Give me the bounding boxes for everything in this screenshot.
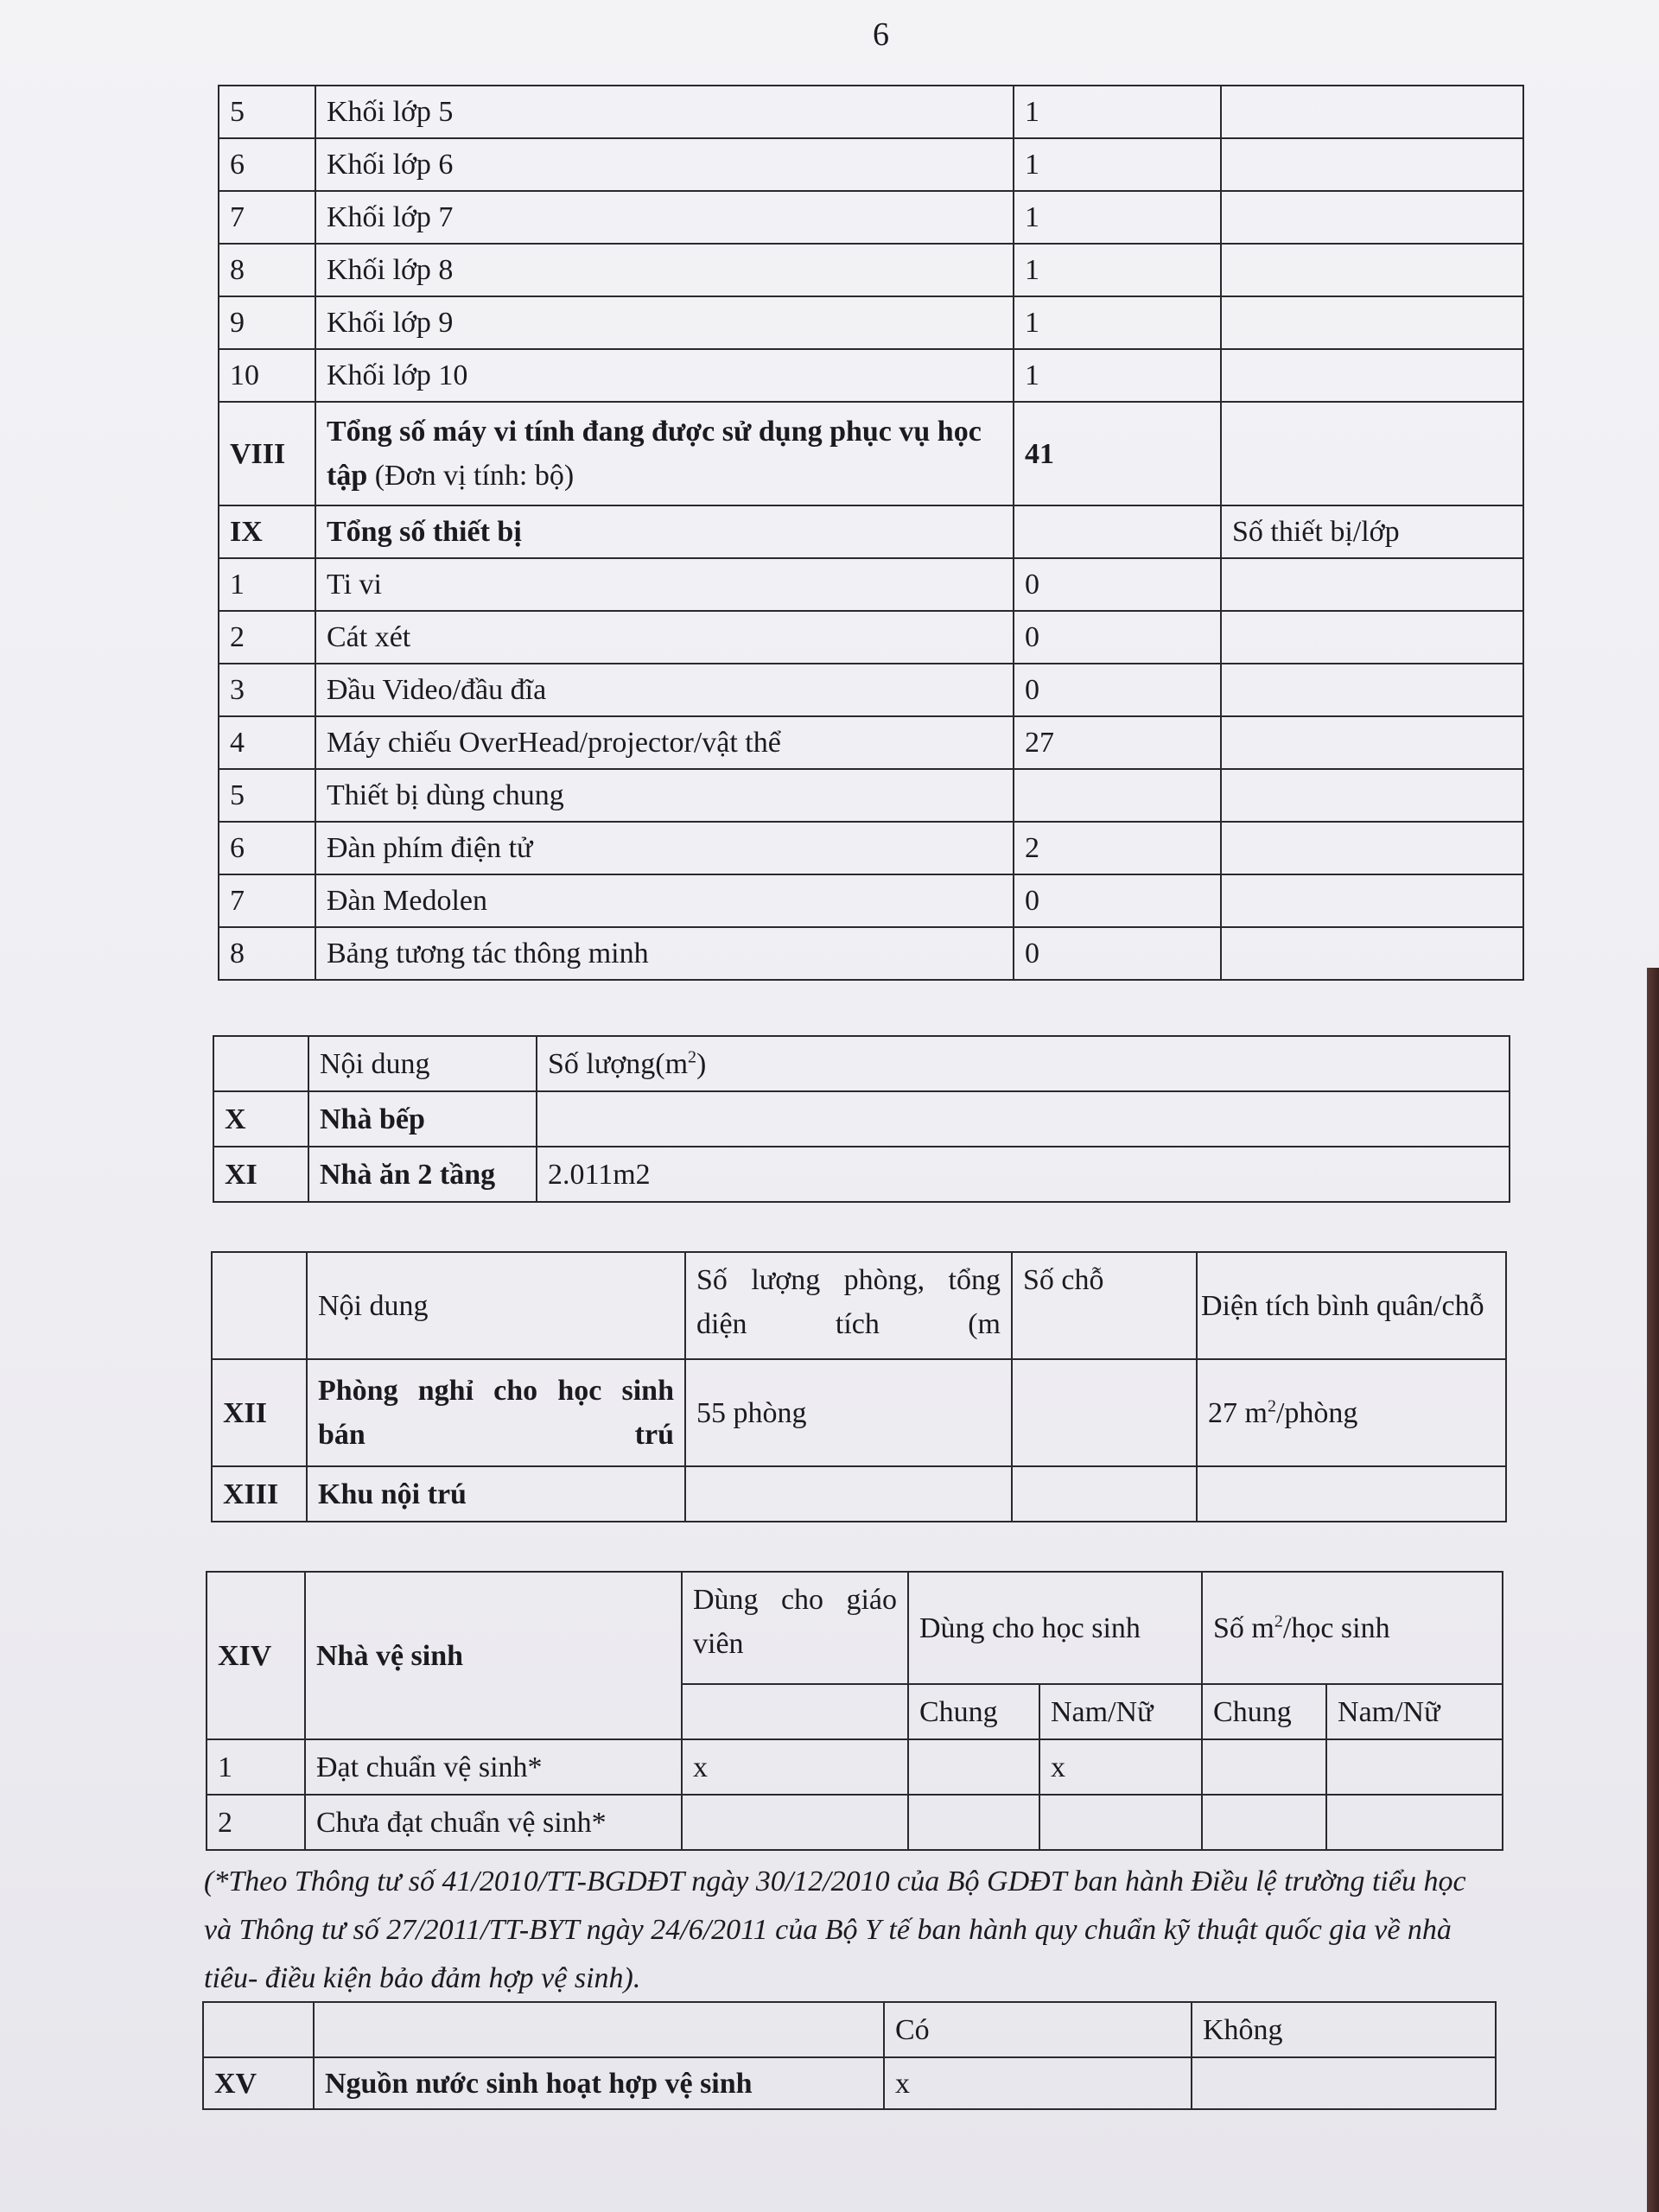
- row-teacher: [682, 1795, 908, 1850]
- table-row: [219, 769, 1523, 822]
- row-name: Khối lớp 8: [315, 244, 1014, 296]
- row-seats: [1012, 1359, 1197, 1466]
- row-quantity: 2: [1014, 822, 1221, 874]
- row-name: Nguồn nước sinh hoạt hợp vệ sinh: [314, 2057, 884, 2109]
- row-name: Khu nội trú: [307, 1466, 685, 1522]
- row-per-class: [1221, 558, 1523, 611]
- row-number: 6: [219, 822, 315, 874]
- row-value: 2.011m2: [537, 1147, 1510, 1202]
- row-rooms: 55 phòng: [685, 1359, 1012, 1466]
- row-number: 7: [219, 874, 315, 927]
- header-student: Dùng cho học sinh: [908, 1572, 1202, 1684]
- row-quantity: 1: [1014, 296, 1221, 349]
- table-row: [219, 349, 1523, 402]
- row-quantity: [1014, 769, 1221, 822]
- row-no: [1192, 2057, 1496, 2109]
- toilet-table: [206, 1571, 1503, 1851]
- row-per-class: Số thiết bị/lớp: [1221, 505, 1523, 558]
- row-per-class: [1221, 927, 1523, 980]
- header-per-student: Số $m^2$/học sinh: [1202, 1572, 1503, 1684]
- row-yes: x: [884, 2057, 1192, 2109]
- row-name: Thiết bị dùng chung: [315, 769, 1014, 822]
- row-student-gender: x: [1039, 1739, 1202, 1795]
- row-name: Tổng số thiết bị: [315, 505, 1014, 558]
- row-number: VIII: [219, 402, 315, 505]
- header-rooms: Số lượng phòng, tổng diện tích (m: [685, 1252, 1012, 1359]
- header-no: Không: [1192, 2002, 1496, 2057]
- table-row: [219, 191, 1523, 244]
- table-row: [219, 296, 1523, 349]
- row-value: [537, 1091, 1510, 1147]
- row-quantity: 0: [1014, 664, 1221, 716]
- row-name: Nhà ăn 2 tầng: [308, 1147, 537, 1202]
- header-common: Chung: [908, 1684, 1039, 1739]
- header-avg: Diện tích bình quân/chỗ: [1197, 1252, 1506, 1359]
- row-m2-gender: [1326, 1795, 1503, 1850]
- row-number: 10: [219, 349, 315, 402]
- table-row: [219, 402, 1523, 505]
- row-number: 8: [219, 927, 315, 980]
- row-name: Đầu Video/đầu đĩa: [315, 664, 1014, 716]
- table-row: [219, 86, 1523, 138]
- row-number: 1: [219, 558, 315, 611]
- row-number: 8: [219, 244, 315, 296]
- row-name: Khối lớp 5: [315, 86, 1014, 138]
- row-name: Khối lớp 7: [315, 191, 1014, 244]
- header-number: XIV: [207, 1572, 305, 1739]
- row-number: 5: [219, 86, 315, 138]
- row-number: 6: [219, 138, 315, 191]
- row-number: XIII: [212, 1466, 307, 1522]
- table-row: [212, 1252, 1506, 1359]
- row-quantity: 1: [1014, 138, 1221, 191]
- row-quantity: 0: [1014, 927, 1221, 980]
- table-row: [203, 2057, 1496, 2109]
- water-table: [202, 2001, 1497, 2110]
- row-number: XI: [213, 1147, 308, 1202]
- header-teacher-sub: [682, 1684, 908, 1739]
- kitchen-table: [213, 1035, 1510, 1203]
- row-number: 7: [219, 191, 315, 244]
- desk-edge: [1647, 968, 1659, 2212]
- row-per-class: [1221, 402, 1523, 505]
- row-name: Ti vi: [315, 558, 1014, 611]
- table-row: [219, 611, 1523, 664]
- header-teacher: Dùng cho giáo viên: [682, 1572, 908, 1684]
- row-per-class: [1221, 244, 1523, 296]
- table-row: [212, 1359, 1506, 1466]
- row-m2-common: [1202, 1795, 1326, 1850]
- row-student-common: [908, 1739, 1039, 1795]
- row-name: Đàn phím điện tử: [315, 822, 1014, 874]
- header-gender: Nam/Nữ: [1326, 1684, 1503, 1739]
- row-number: XII: [212, 1359, 307, 1466]
- row-m2-gender: [1326, 1739, 1503, 1795]
- row-name: Chưa đạt chuẩn vệ sinh*: [305, 1795, 682, 1850]
- row-number: 2: [207, 1795, 305, 1850]
- table-row: [212, 1466, 1506, 1522]
- row-number: IX: [219, 505, 315, 558]
- row-quantity: 1: [1014, 349, 1221, 402]
- header-content: Nội dung: [307, 1252, 685, 1359]
- row-number: 2: [219, 611, 315, 664]
- row-quantity: 1: [1014, 86, 1221, 138]
- row-name: Nhà bếp: [308, 1091, 537, 1147]
- row-seats: [1012, 1466, 1197, 1522]
- table-row: [213, 1091, 1510, 1147]
- row-quantity: 0: [1014, 558, 1221, 611]
- row-per-class: [1221, 349, 1523, 402]
- table-row: [213, 1036, 1510, 1091]
- row-name: Khối lớp 6: [315, 138, 1014, 191]
- table-row: [207, 1795, 1503, 1850]
- row-name: Cát xét: [315, 611, 1014, 664]
- row-name: Đàn Medolen: [315, 874, 1014, 927]
- row-student-gender: [1039, 1795, 1202, 1850]
- header-name: Nhà vệ sinh: [305, 1572, 682, 1739]
- row-quantity: 0: [1014, 874, 1221, 927]
- row-quantity: 0: [1014, 611, 1221, 664]
- header-cell: [213, 1036, 308, 1091]
- row-number: 9: [219, 296, 315, 349]
- row-per-class: [1221, 769, 1523, 822]
- row-m2-common: [1202, 1739, 1326, 1795]
- row-per-class: [1221, 138, 1523, 191]
- row-quantity: 1: [1014, 244, 1221, 296]
- table-row: [219, 558, 1523, 611]
- table-row: [219, 244, 1523, 296]
- row-per-class: [1221, 86, 1523, 138]
- header-content: Nội dung: [308, 1036, 537, 1091]
- row-name: Khối lớp 9: [315, 296, 1014, 349]
- table-row: [219, 138, 1523, 191]
- header-gender: Nam/Nữ: [1039, 1684, 1202, 1739]
- row-quantity: [1014, 505, 1221, 558]
- header-common: Chung: [1202, 1684, 1326, 1739]
- table-row: [207, 1572, 1503, 1684]
- row-per-class: [1221, 874, 1523, 927]
- row-number: 5: [219, 769, 315, 822]
- equipment-table: [218, 85, 1524, 981]
- header-cell: [203, 2002, 314, 2057]
- table-row: [219, 716, 1523, 769]
- table-row: [213, 1147, 1510, 1202]
- row-name: Khối lớp 10: [315, 349, 1014, 402]
- row-number: X: [213, 1091, 308, 1147]
- table-row: [219, 505, 1523, 558]
- page-number: 6: [873, 16, 889, 53]
- table-row: [219, 874, 1523, 927]
- table-row: [207, 1739, 1503, 1795]
- row-number: 3: [219, 664, 315, 716]
- row-avg: [1197, 1466, 1506, 1522]
- row-teacher: x: [682, 1739, 908, 1795]
- row-number: XV: [203, 2057, 314, 2109]
- boarding-table: [211, 1251, 1507, 1522]
- row-per-class: [1221, 611, 1523, 664]
- row-rooms: [685, 1466, 1012, 1522]
- row-per-class: [1221, 716, 1523, 769]
- row-number: 4: [219, 716, 315, 769]
- row-name: Đạt chuẩn vệ sinh*: [305, 1739, 682, 1795]
- header-cell: [314, 2002, 884, 2057]
- table-row: [203, 2002, 1496, 2057]
- row-student-common: [908, 1795, 1039, 1850]
- row-per-class: [1221, 822, 1523, 874]
- table-row: [219, 822, 1523, 874]
- row-quantity: 41: [1014, 402, 1221, 505]
- row-quantity: 1: [1014, 191, 1221, 244]
- row-name: Máy chiếu OverHead/projector/vật thể: [315, 716, 1014, 769]
- row-name: Phòng nghỉ cho học sinh bán trú: [307, 1359, 685, 1466]
- row-name: Tổng số máy vi tính đang được sử dụng phục vụ học tập (Đơn vị tính: bộ): [315, 402, 1014, 505]
- row-quantity: 27: [1014, 716, 1221, 769]
- header-qty: Số $lượng(m^2)$: [537, 1036, 1510, 1091]
- row-avg: 27 $m^2$/phòng: [1197, 1359, 1506, 1466]
- header-yes: Có: [884, 2002, 1192, 2057]
- table-row: [219, 927, 1523, 980]
- row-number: 1: [207, 1739, 305, 1795]
- table-row: [219, 664, 1523, 716]
- footnote: (*Theo Thông tư số 41/2010/TT-BGDĐT ngày 30/12/2010 của Bộ GDĐT ban hành Điều lệ trường tiểu học và Thông tư số 27/2011/TT-BYT ngày 24/6/2011 của Bộ Y tế ban hành quy chuẩn kỹ thuật quốc gia về nhà tiêu- điều kiện bảo đảm hợp vệ sinh).: [204, 1866, 1466, 1994]
- row-per-class: [1221, 296, 1523, 349]
- row-per-class: [1221, 664, 1523, 716]
- header-cell: [212, 1252, 307, 1359]
- row-per-class: [1221, 191, 1523, 244]
- row-name: Bảng tương tác thông minh: [315, 927, 1014, 980]
- header-seats: Số chỗ: [1012, 1252, 1197, 1359]
